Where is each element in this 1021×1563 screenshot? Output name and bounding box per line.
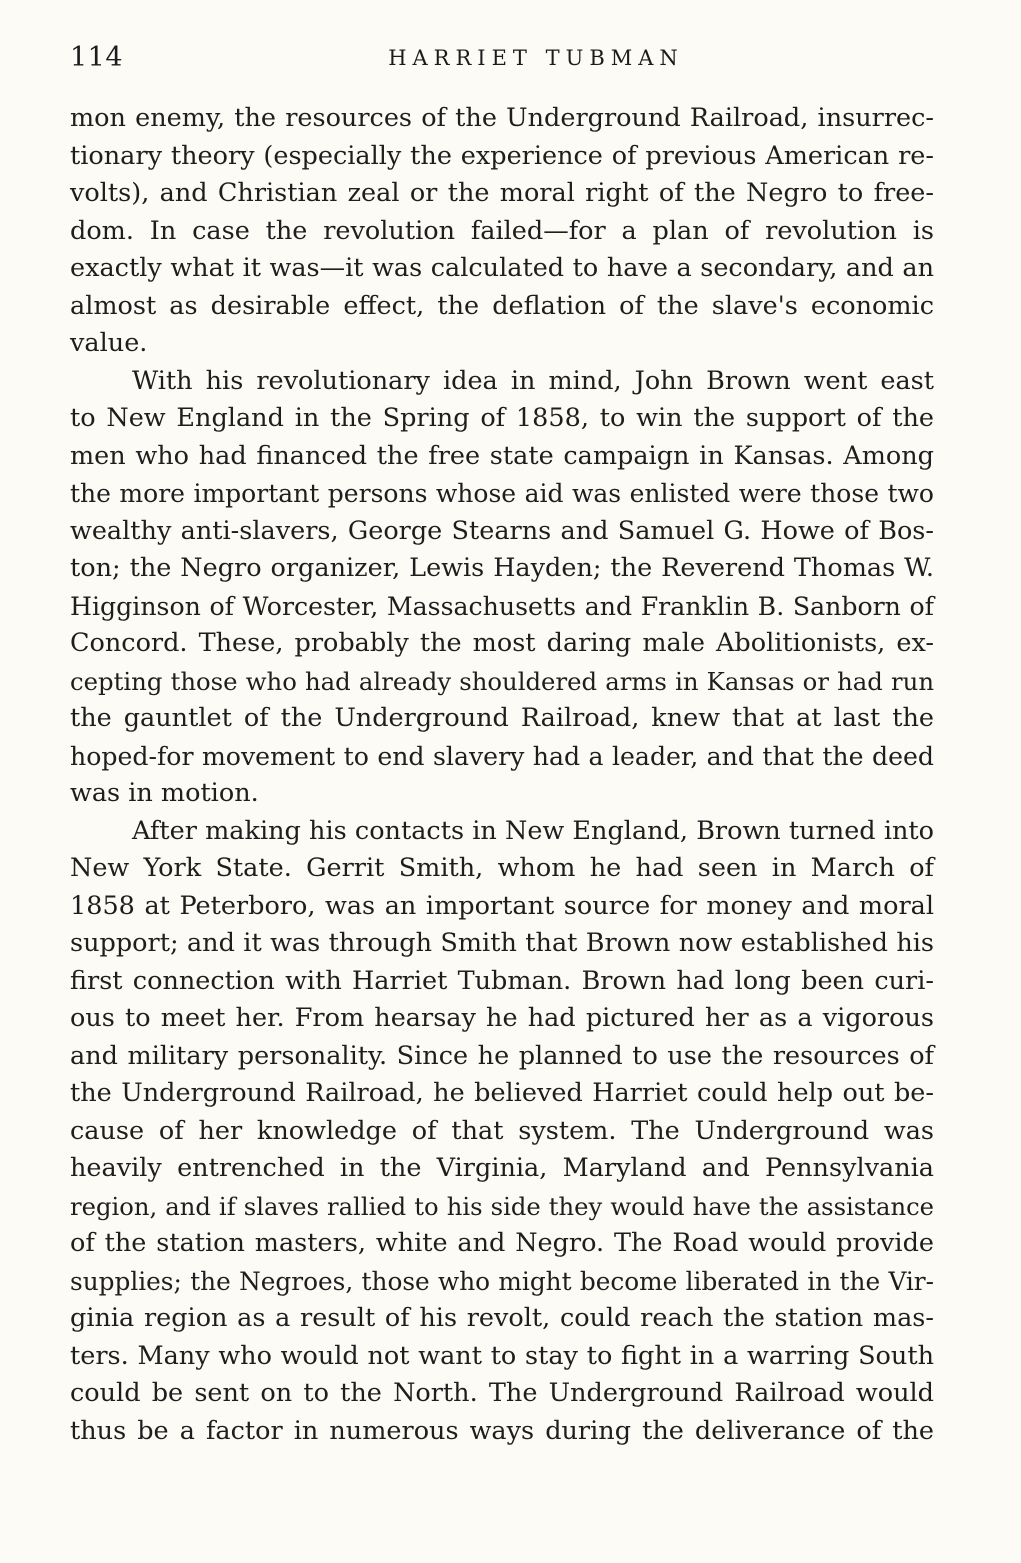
paragraph-first-line: With his revolutionary idea in mind, John Brown went east: [132, 365, 934, 396]
text-line: exactly what it was—it was calculated to have a secondary, and an: [70, 253, 934, 283]
text-line: ginia region as a result of his revolt, could reach the station mas-: [70, 1303, 934, 1333]
text-line: region, and if slaves rallied to his side they would have the assistance: [70, 1191, 934, 1221]
text-line: of the station masters, white and Negro. The Road would provide: [70, 1228, 934, 1258]
text-line: and military personality. Since he planned to use the resources of: [70, 1040, 934, 1071]
text-line: heavily entrenched in the Virginia, Maryland and Pennsylvania: [70, 1153, 934, 1183]
text-line: cause of her knowledge of that system. The Underground was: [70, 1115, 934, 1146]
text-line: tionary theory (especially the experience of previous American re-: [70, 140, 934, 171]
text-line: ous to meet her. From hearsay he had pictured her as a vigorous: [70, 1003, 934, 1033]
page-number: 114: [70, 42, 124, 73]
text-line: hoped-for movement to end slavery had a leader, and that the deed: [70, 741, 934, 771]
text-line: supplies; the Negroes, those who might become liberated in the Vir-: [70, 1266, 934, 1296]
running-title: HARRIET TUBMAN: [388, 46, 684, 70]
text-line: ton; the Negro organizer, Lewis Hayden; the Reverend Thomas W.: [70, 553, 934, 583]
text-line: Concord. These, probably the most daring male Abolitionists, ex-: [70, 628, 934, 658]
text-line: 1858 at Peterboro, was an important source for money and moral: [70, 890, 934, 921]
text-line: dom. In case the revolution failed—for a plan of revolution is: [70, 215, 934, 246]
text-line: almost as desirable effect, the deflation of the slave's economic: [70, 290, 934, 321]
text-line: thus be a factor in numerous ways during the deliverance of the: [70, 1415, 934, 1446]
text-line: to New England in the Spring of 1858, to win the support of the: [70, 403, 934, 433]
text-line: was in motion.: [70, 778, 259, 808]
text-line: cepting those who had already shouldered arms in Kansas or had run: [70, 666, 934, 696]
text-line: support; and it was through Smith that Brown now established his: [70, 928, 934, 958]
running-head: [70, 38, 934, 78]
body-text: [70, 100, 934, 1450]
text-line: volts), and Christian zeal or the moral right of the Negro to free-: [70, 178, 934, 208]
text-line: value.: [70, 328, 148, 358]
text-line: could be sent on to the North. The Underground Railroad would: [70, 1378, 934, 1408]
text-line: first connection with Harriet Tubman. Brown had long been curi-: [70, 965, 934, 996]
text-line: the gauntlet of the Underground Railroad, knew that at last the: [70, 703, 934, 733]
paragraph-first-line: After making his contacts in New England, Brown turned into: [132, 815, 934, 846]
text-line: the Underground Railroad, he believed Harriet could help out be-: [70, 1078, 934, 1108]
text-line: New York State. Gerrit Smith, whom he had seen in March of: [70, 853, 934, 883]
text-line: mon enemy, the resources of the Underground Railroad, insurrec-: [70, 103, 934, 133]
text-line: the more important persons whose aid was enlisted were those two: [70, 479, 934, 508]
text-line: men who had financed the free state campaign in Kansas. Among: [70, 440, 934, 471]
text-line: Higginson of Worcester, Massachusetts and Franklin B. Sanborn of: [70, 591, 934, 621]
text-line: ters. Many who would not want to stay to fight in a warring South: [70, 1340, 934, 1371]
text-line: wealthy anti-slavers, George Stearns and Samuel G. Howe of Bos-: [70, 515, 934, 546]
